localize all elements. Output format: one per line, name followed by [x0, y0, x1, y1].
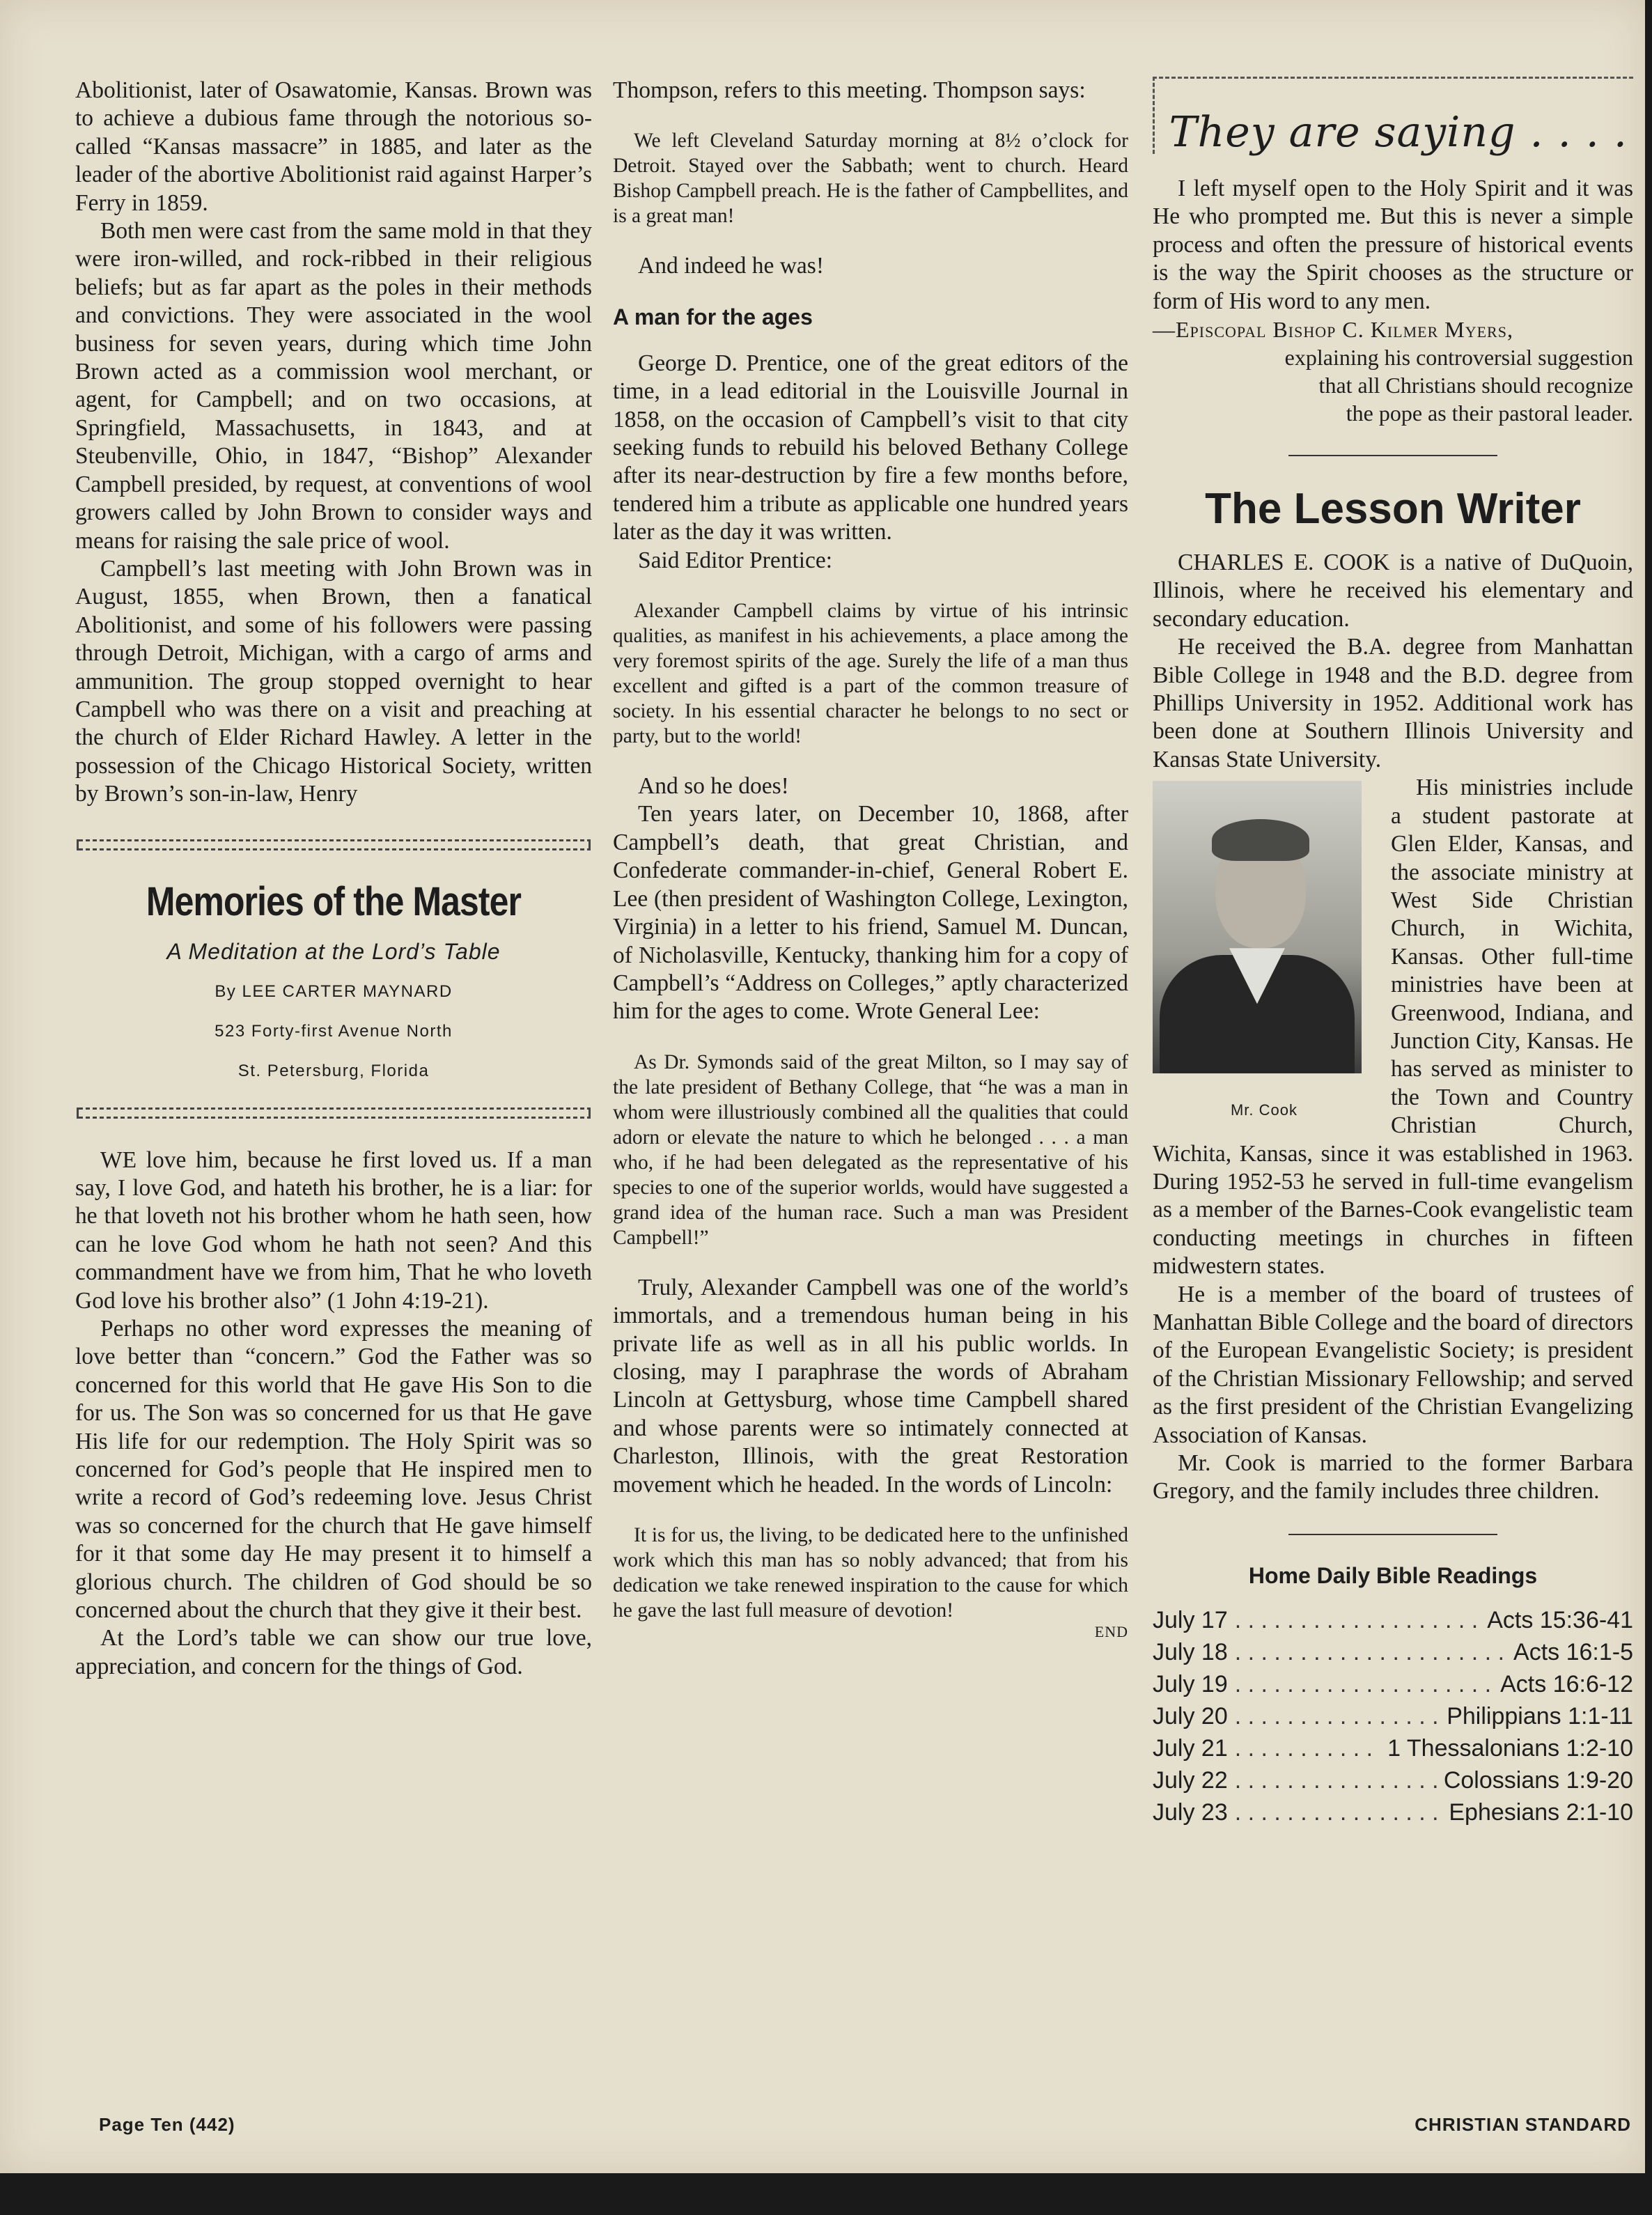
lesson-writer-title: The Lesson Writer	[1205, 485, 1581, 534]
reading-reference: Philippians 1:1-11	[1447, 1702, 1633, 1730]
they-are-saying-title: They are saying . . . .	[1169, 108, 1628, 157]
leader-dots	[1235, 1700, 1440, 1732]
author-city: St. Petersburg, Florida	[237, 1061, 430, 1080]
section-subhead: A man for the ages	[613, 304, 813, 329]
reading-reference: Acts 16:1-5	[1513, 1638, 1633, 1665]
leader-dots	[1235, 1636, 1506, 1668]
block-quote: We left Cleveland Saturday morning at 8½ o’clock for Detroit. Stayed over the Sabbath; went to church. Heard Bishop Campbell preach. He is the father of Campbellites, and is a great man!	[613, 130, 1128, 228]
paragraph: Truly, Alexander Campbell was one of the world’s immortals, and a tremendous human being in his private life as well as in all his public worlds. In closing, may I paraphrase the words of Abraham Lincoln at Gettysburg, whose time Campbell shared and whose parents were so intimately connected at Charleston, Illinois, with the great Restoration movement which he headed. In the words of Lincoln:	[613, 1274, 1128, 1498]
divider	[1288, 455, 1497, 456]
paragraph: At the Lord’s table we can show our true love, appreciation, and concern for the things of God.	[75, 1625, 592, 1679]
block-quote: It is for us, the living, to be dedicated here to the unfinished work which this man has so nobly advanced; that from his dedication we take renewed inspiration to the cause for which he gave the last full measure of devotion!	[613, 1523, 1128, 1622]
attribution-line: explaining his controversial suggestion	[1284, 345, 1633, 371]
byline	[75, 972, 592, 1091]
reading-date: July 17	[1153, 1606, 1228, 1633]
paragraph: George D. Prentice, one of the great editors of the time, in a lead editorial in the Louisville Journal in 1858, on the occasion of Campbell’s visit to that city seeking funds to rebuild his beloved Bethany College after its near-destruction by fire a few months before, tendered him a tribute as applicable one hundred years later as the day it was written.	[613, 350, 1128, 545]
dotted-rule	[77, 839, 591, 850]
paragraph: And so he does!	[638, 773, 789, 800]
author: By LEE CARTER MAYNARD	[215, 981, 453, 1001]
column-left	[75, 77, 592, 1681]
reading-row	[1153, 1700, 1633, 1732]
saying-quote: I left myself open to the Holy Spirit and it was He who prompted me. But this is never a simple process and often the pressure of historical events is the way the Spirit chooses as the structure or form of His word to any men.	[1153, 176, 1633, 314]
reading-row	[1153, 1668, 1633, 1700]
article-subtitle: A Meditation at the Lord’s Table	[166, 938, 501, 964]
author-address: 523 Forty-first Avenue North	[215, 1021, 453, 1041]
they-are-saying-box	[1153, 77, 1633, 157]
reading-row	[1153, 1732, 1633, 1764]
readings-list	[1153, 1604, 1633, 1828]
readings-title: Home Daily Bible Readings	[1248, 1562, 1538, 1588]
paragraph: Mr. Cook is married to the former Barbara Gregory, and the family includes three children.	[1153, 1450, 1633, 1505]
saying-attribution	[1153, 316, 1633, 427]
paragraph: Said Editor Prentice:	[638, 547, 833, 573]
paragraph: Both men were cast from the same mold in that they were iron-willed, and rock-ribbed in their religious beliefs; but as far apart as the poles in their methods and convictions. They were associated in the wool business for seven years, during which time John Brown acted as a commission wool merchant, or agent, for Campbell; and on two occasions, at Springfield, Massachusetts, in 1843, and at Steubenville, Ohio, in 1847, “Bishop” Alexander Campbell presided, by request, at conventions of wool growers called by John Brown to consider ways and means for raising the sale price of wool.	[75, 218, 592, 554]
reading-reference: 1 Thessalonians 1:2-10	[1387, 1734, 1633, 1762]
paragraph: Abolitionist, later of Osawatomie, Kansas. Brown was to achieve a dubious fame through the notorious so-called “Kansas massacre” in 1885, and later as the leader of the abortive Abolitionist raid against Harper’s Ferry in 1859.	[75, 77, 592, 216]
attribution-line: the pope as their pastoral leader.	[1346, 401, 1633, 426]
leader-dots	[1235, 1604, 1480, 1636]
block-quote: As Dr. Symonds said of the great Milton, so I may say of the late president of Bethany College, that “he was a man in whom were illustriously combined all the qualities that could adorn or elevate the nature to which he belonged . . . a man who, if he had been delegated as the representative of his species to one of the superior worlds, would have suggested a grand idea of the human race. Such a man was President Campbell!”	[613, 1050, 1128, 1249]
reading-row	[1153, 1764, 1633, 1796]
paragraph: And indeed he was!	[638, 253, 824, 279]
article-title: Memories of the Master	[146, 878, 522, 924]
reading-reference: Colossians 1:9-20	[1443, 1766, 1633, 1794]
author-photo	[1153, 781, 1362, 1073]
reading-reference: Acts 16:6-12	[1500, 1670, 1633, 1697]
reading-row	[1153, 1604, 1633, 1636]
author-photo-figure	[1153, 781, 1376, 1119]
photo-caption: Mr. Cook	[1230, 1101, 1298, 1119]
leader-dots	[1235, 1764, 1437, 1796]
column-middle	[613, 77, 1128, 1641]
page-number: Page Ten (442)	[99, 2114, 235, 2135]
leader-dots	[1235, 1796, 1442, 1828]
paragraph: He is a member of the board of trustees of Manhattan Bible College and the board of directors of the European Evangelistic Society; is president of the Christian Missionary Fellowship; and served as the first president of the Christian Evangelizing Association of Kansas.	[1153, 1281, 1633, 1448]
reading-reference: Ephesians 2:1-10	[1449, 1798, 1633, 1826]
block-quote: Alexander Campbell claims by virtue of his intrinsic qualities, as manifest in his achievements, a place among the very foremost spirits of the age. Surely the life of a man thus excellent and gifted is a part of the common treasure of society. In his essential character he belongs to no sect or party, but to the world!	[613, 600, 1128, 748]
reading-date: July 23	[1153, 1798, 1228, 1826]
paragraph: His ministries include a student pastorate at Glen Elder, Kansas, and the associate ministry at West Side Christian Church, in Wichita, Kansas. Other full-time ministries have been at Greenwood, Indiana, and Junction City, Kansas. He has served as minister to the Town and Country Christian Church, Wichita, Kansas, since it was established in 1963. During 1952-53 he served in full-time evangelism as a member of the Barnes-Cook evangelistic team conducting meetings in churches in fifteen midwestern states.	[1153, 775, 1633, 1280]
end-mark: END	[1094, 1622, 1128, 1640]
reading-row	[1153, 1796, 1633, 1828]
attribution-line: that all Christians should recognize	[1318, 373, 1633, 398]
reading-date: July 22	[1153, 1766, 1228, 1794]
paragraph: Ten years later, on December 10, 1868, after Campbell’s death, that great Christian, and Confederate commander-in-chief, General Robert E. Lee (then president of Washington College, Lexington, Virginia) in a letter to his friend, Samuel M. Duncan, of Nicholasville, Kentucky, thanking him for a copy of Campbell’s “Address on Colleges,” aptly characterized him for the ages to come. Wrote General Lee:	[613, 801, 1128, 1025]
reading-date: July 18	[1153, 1638, 1228, 1665]
paragraph: WE love him, because he first loved us. If a man say, I love God, and hateth his brother, he is a liar: for he that loveth not his brother whom he hath seen, how can he love God whom he hath not seen? And this commandment have we from him, That he who loveth God love his brother also” (1 John 4:19-21).	[75, 1147, 592, 1314]
reading-row	[1153, 1636, 1633, 1668]
paragraph: Thompson, refers to this meeting. Thompson says:	[613, 77, 1086, 103]
paragraph: CHARLES E. COOK is a native of DuQuoin, Illinois, where he received his elementary and secondary education.	[1153, 550, 1633, 632]
attribution-name: —Episcopal Bishop C. Kilmer Myers,	[1153, 317, 1513, 343]
paragraph: Campbell’s last meeting with John Brown was in August, 1855, when Brown, then a fanatical Abolitionist, and some of his followers were passing through Detroit, Michigan, with a cargo of arms and ammunition. The group stopped overnight to hear Campbell who was there on a visit and preaching at the church of Elder Richard Hawley. A letter in the possession of the Chicago Historical Society, written by Brown’s son-in-law, Henry	[75, 555, 592, 807]
reading-reference: Acts 15:36-41	[1487, 1606, 1633, 1633]
reading-date: July 19	[1153, 1670, 1228, 1697]
divider	[1288, 1534, 1497, 1535]
reading-date: July 20	[1153, 1702, 1228, 1730]
dotted-rule	[77, 1108, 591, 1119]
publication-name: CHRISTIAN STANDARD	[1415, 2114, 1631, 2135]
leader-dots	[1235, 1668, 1493, 1700]
paragraph: He received the B.A. degree from Manhattan Bible College in 1948 and the B.D. degree from Phillips University in 1952. Additional work has been done at Southern Illinois University and Kansas State University.	[1153, 634, 1633, 772]
paragraph: Perhaps no other word expresses the meaning of love better than “concern.” God the Father was so concerned for this world that He gave His Son to die for us. The Son was so concerned for us that He gave His life for our redemption. The Holy Spirit was so concerned for God’s people that He inspired men to write a record of God’s redeeming love. Jesus Christ was so concerned for the church that He gave himself for it that some day He may present it to himself a glorious church. The children of God should be so concerned about the church that they give it their best.	[75, 1316, 592, 1624]
column-right	[1153, 77, 1633, 1828]
reading-date: July 21	[1153, 1734, 1228, 1762]
leader-dots	[1235, 1732, 1380, 1764]
